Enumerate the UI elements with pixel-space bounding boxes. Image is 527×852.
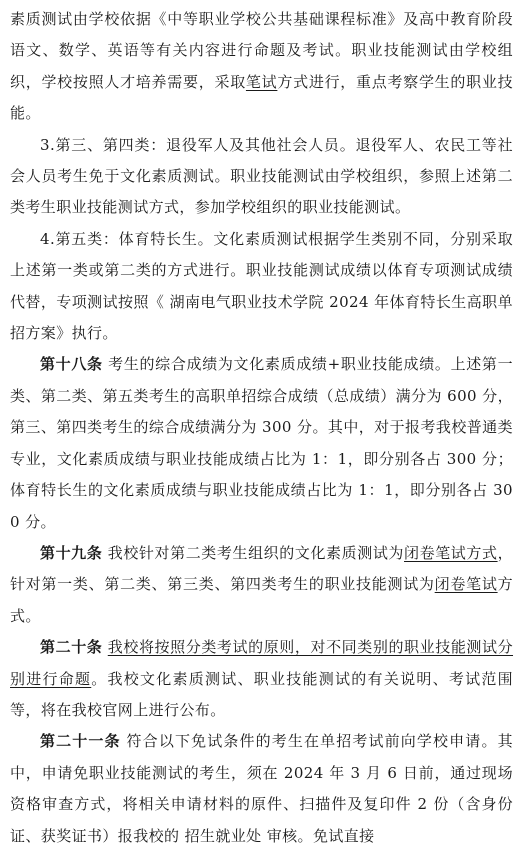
article-20 bbox=[10, 632, 513, 726]
article-19 bbox=[10, 538, 513, 632]
article-19-text-3: 方式。 bbox=[10, 575, 513, 625]
article-18 bbox=[10, 349, 513, 537]
article-19-text-2: ，针对第一类、第二类、第三类、第四类考生的职业技能测试为 bbox=[10, 543, 513, 594]
article-19-heading: 第十九条 bbox=[40, 543, 103, 562]
article-19-text-1: 我校针对第二类考生组织的文化素质测试为 bbox=[102, 543, 405, 562]
article-20-underlined: 我校将按照分类考试的原则，对不同类别的职业技能测试分别进行命题 bbox=[10, 638, 514, 688]
article-19-underlined-2: 闭卷笔试 bbox=[434, 575, 498, 594]
paragraph-1-underlined: 笔试 bbox=[245, 72, 278, 91]
article-18-heading: 第十八条 bbox=[40, 355, 103, 374]
article-19-underlined-1: 闭卷笔试方式 bbox=[404, 543, 498, 562]
paragraph-2: 3.第三、第四类：退役军人及其他社会人员。退役军人、农民工等社会人员考生免于文化素质测试。职业技能测试由学校组织，参照上述第二类考生职业技能测试方式，参加学校组织的职业技能测试。 bbox=[10, 135, 513, 217]
paragraph-1-text: 素质测试由学校依据《中等职业学校公共基础课程标准》及高中教育阶段语文、数学、英语等有关内容进行命题及考试。职业技能测试由学校组织，学校按照人才培养需要，采取 bbox=[10, 10, 513, 91]
article-18-text: 考生的综合成绩为文化素质成绩+职业技能成绩。上述第一类、第二类、第五类考生的高职单招综合成绩（总成绩）满分为 600 分，第三、第四类考生的综合成绩满分为 300 分。其中，对于报考我校普通类专业，文化素质成绩与职业技能成绩占比为 1：1，即分别各占 300 分；体育特长生的文化素质成绩与职业技能成绩占比为 1：1，即分别各占 300 分。 bbox=[10, 355, 513, 531]
article-21-heading: 第二十一条 bbox=[40, 732, 121, 751]
article-21 bbox=[10, 726, 513, 852]
paragraph-1-text-end: 方式进行，重点考察学生的职业技能。 bbox=[10, 72, 513, 123]
article-21-text: 符合以下免试条件的考生在单招考试前向学校申请。其中，申请免职业技能测试的考生，须在 2024 年 3 月 6 日前，通过现场资格审查方式，将相关申请材料的原件、扫描件及复印件 2 份（含身份证、获奖证书）报我校的 招生就业处 审核。免试直接 bbox=[10, 732, 513, 845]
paragraph-3: 4.第五类：体育特长生。文化素质测试根据学生类别不同，分别采取上述第一类或第二类的方式进行。职业技能测试成绩以体育专项测试成绩代替，专项测试按照《 湖南电气职业技术学院 2024 年体育特长生高职单招方案》执行。 bbox=[10, 229, 513, 343]
paragraph-1 bbox=[10, 4, 513, 130]
article-20-heading: 第二十条 bbox=[40, 638, 103, 657]
article-20-text-2: 。我校文化素质测试、职业技能测试的有关说明、考试范围等，将在我校官网上进行公布。 bbox=[10, 669, 513, 719]
